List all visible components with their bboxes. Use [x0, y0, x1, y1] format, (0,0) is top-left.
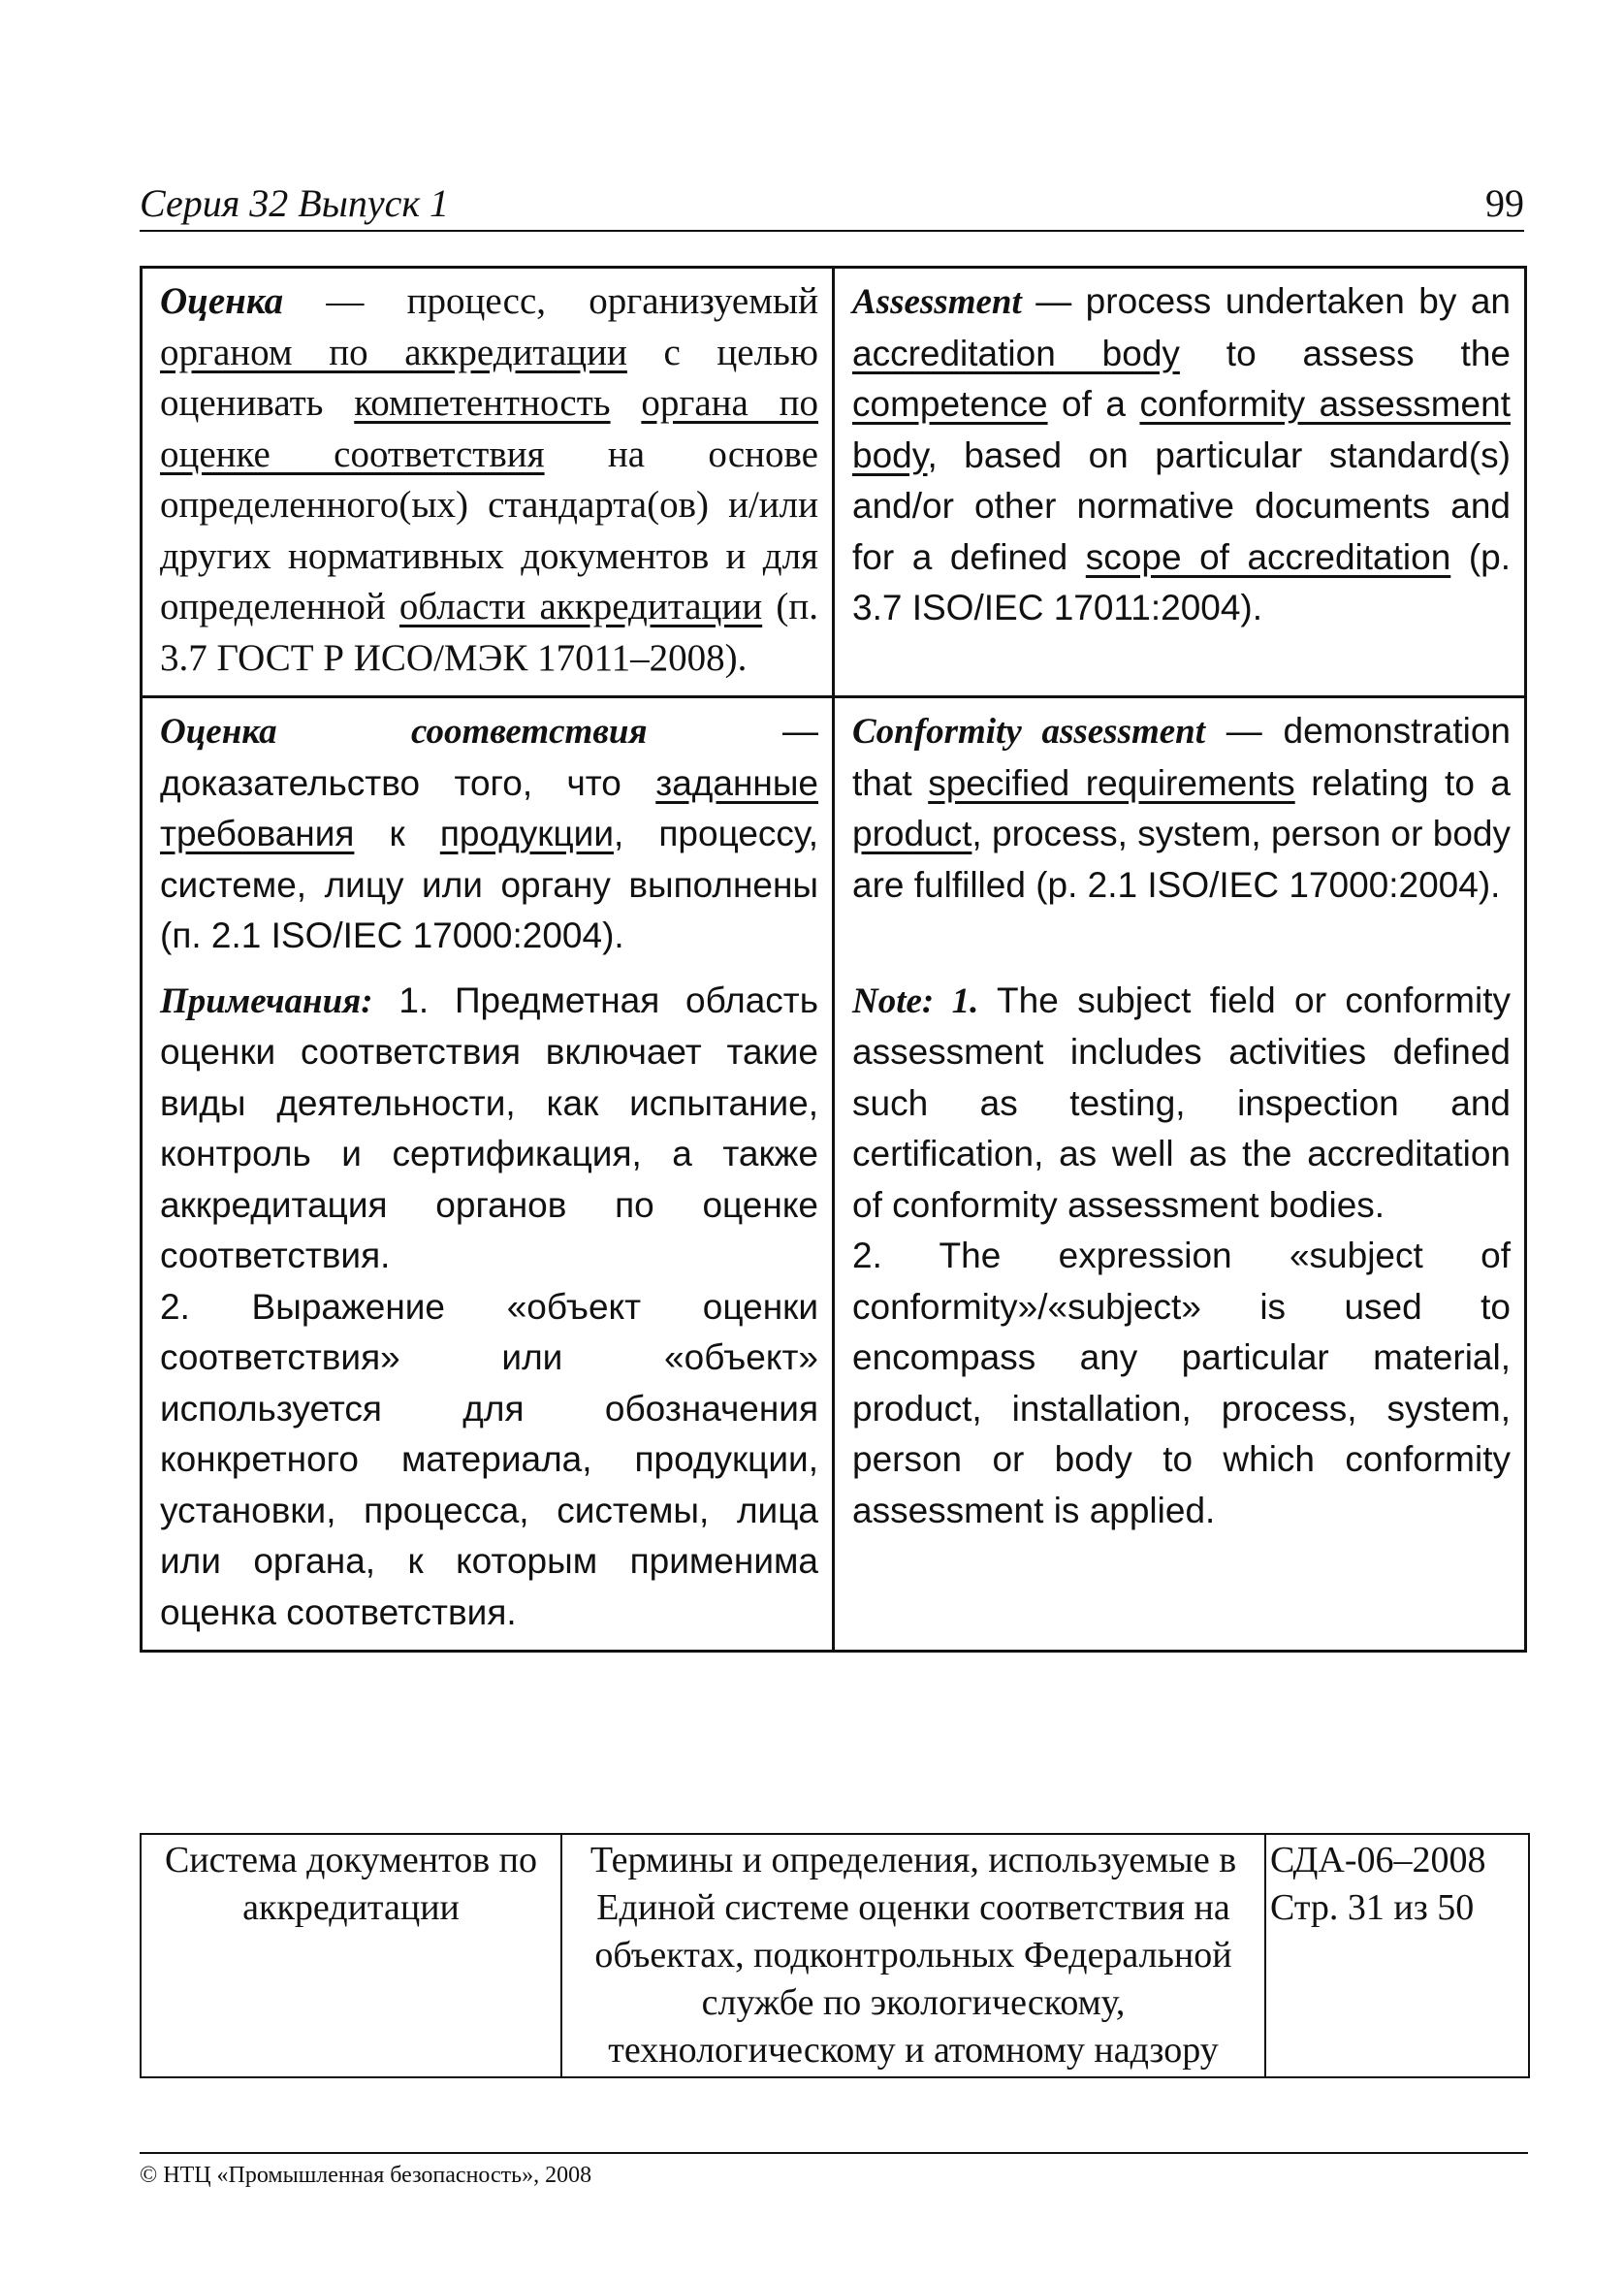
document-code: СДА-06–2008: [1270, 1840, 1486, 1880]
term-reference: specified requirements: [928, 762, 1295, 803]
term-reference: компетентность: [354, 382, 611, 424]
definition-text: , process, system, person or body are fulfilled (p. 2.1 ISO/IEC 17000:2004).: [852, 814, 1511, 905]
page-number: 99: [1485, 181, 1524, 225]
note-text: 2. The expression «subject of conformity»/«subject» is used to encompass any particular material, product, installation, process, system, person or body to which conformity assessment is applied.: [852, 1236, 1511, 1530]
notes-row: [142, 968, 1526, 1652]
definition-text: relating to a: [1294, 762, 1511, 803]
series-label: Серия 32 Выпуск 1: [140, 181, 450, 225]
term-reference: продукции: [439, 814, 614, 853]
conformity-row: [142, 697, 1526, 968]
term-reference: заданные требования: [160, 762, 818, 853]
assessment-row: [142, 268, 1526, 697]
definition-text: — процесс, организуемый: [283, 280, 818, 322]
definition-text: — process undertaken by an: [1021, 281, 1511, 321]
definition-text: [611, 382, 642, 424]
term-reference: product: [852, 814, 972, 853]
note-text: 1. Предметная область оценки соответствия включает такие виды деятельности, как испытание, контроль и сертификация, а также аккредитация органов по оценке соответствия.: [160, 980, 818, 1275]
definition-text: (п. 3.7 ГОСТ Р ИСО/МЭК 17011–2008).: [160, 586, 818, 679]
document-title: Термины и определения, используемые в Единой системе оценки соответствия на объектах, подконтрольных Федеральной службе по экологическому, технологическому и атомному надзору: [561, 1834, 1265, 2077]
term-reference: scope of accreditation: [1085, 536, 1451, 577]
term-ru: Оценка: [160, 280, 284, 322]
term-reference: области аккредитации: [398, 586, 763, 627]
term-reference: conformity assessment body: [852, 384, 1511, 475]
terms-table: [140, 266, 1527, 1653]
document-code-cell: [1265, 1834, 1529, 2077]
definition-text: of a: [1047, 384, 1140, 424]
definition-text: к: [354, 814, 440, 853]
term-reference: органа по оценке соответствия: [160, 382, 818, 475]
definition-text: , based on particular standard(s) and/or other normative documents and for a defined: [852, 434, 1511, 577]
note-text: 2. Выражение «объект оценки соответствия» или «объект» используется для обозначения конкретного материала, продукции, установки, процесса, системы, лица или органа, к которым применима оценка соответствия.: [160, 1286, 818, 1632]
term-en: Conformity assessment: [852, 712, 1206, 752]
definition-text: на основе определенного(ых) стандарта(ов) и/или других нормативных документов и для определенной: [160, 433, 818, 627]
term-ru: Оценка соответствия: [160, 712, 648, 752]
term-reference: accreditation body: [852, 333, 1180, 373]
notes-label: Note: 1.: [852, 980, 979, 1021]
note-text: The subject field or conformity assessment includes activities defined such as testing, inspection and certification, as well as the accreditation of conformity assessment bodies.: [852, 980, 1511, 1225]
notes-label: Примечания:: [160, 980, 373, 1021]
notes-ru-cell: [142, 968, 834, 1652]
running-header: [140, 180, 1524, 232]
copyright: © НТЦ «Промышленная безопасность», 2008: [140, 2163, 592, 2188]
definition-text: , процессу, системе, лицу или органу выполнены (п. 2.1 ISO/IEC 17000:2004).: [160, 814, 818, 955]
page-of-total: Стр. 31 из 50: [1270, 1887, 1475, 1928]
document-system: Система документов по аккредитации: [141, 1834, 561, 2077]
definition-text: — доказательство того, что: [160, 711, 818, 803]
term-en: Assessment: [852, 282, 1022, 322]
footer-divider: [140, 2152, 1528, 2154]
definition-text: (p. 3.7 ISO/IEC 17011:2004).: [852, 536, 1512, 627]
assessment-ru-cell: [142, 268, 834, 697]
term-reference: органом по аккредитации: [160, 331, 627, 373]
conformity-en-cell: [834, 697, 1526, 968]
definition-text: — demonstration that: [852, 711, 1511, 803]
conformity-ru-cell: [142, 697, 834, 968]
document-footer-box: [140, 1833, 1530, 2078]
term-reference: competence: [852, 384, 1048, 424]
definition-text: с целью оценивать: [160, 331, 818, 424]
definition-text: to assess the: [1179, 333, 1511, 373]
notes-en-cell: [834, 968, 1526, 1652]
assessment-en-cell: [834, 268, 1526, 697]
